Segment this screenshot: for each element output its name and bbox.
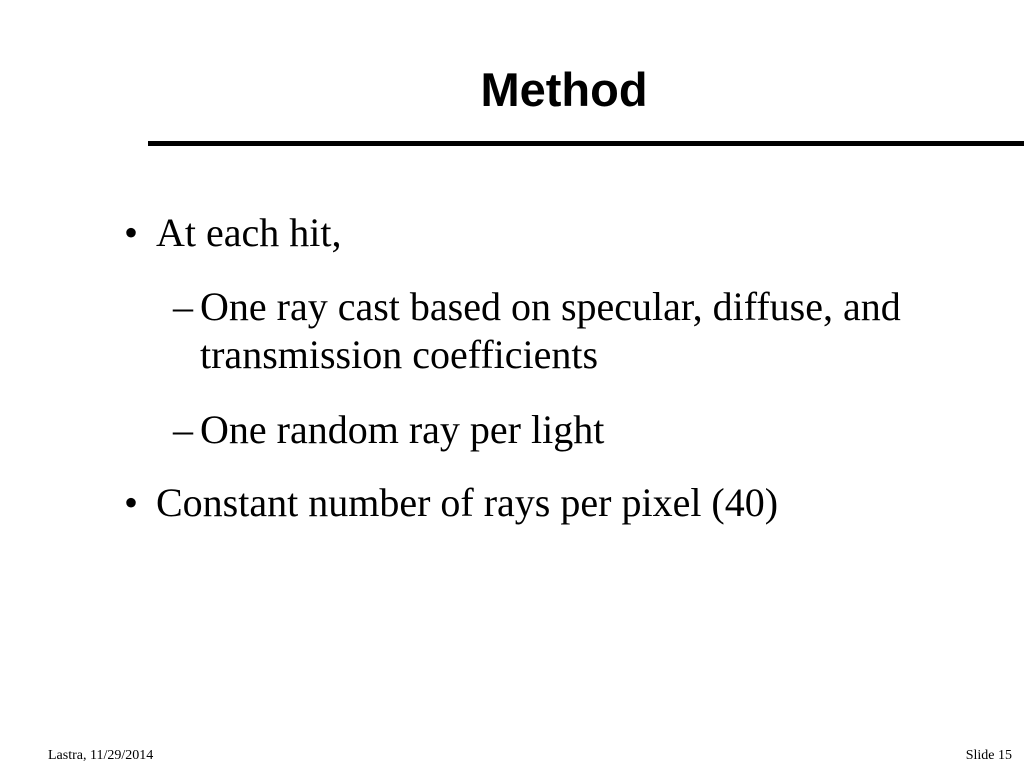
footer-author-date: Lastra, 11/29/2014 <box>48 748 154 763</box>
bullet-marker: • <box>124 480 139 525</box>
bullet-marker: • <box>124 210 139 255</box>
sub-bullet-marker: – <box>173 284 193 329</box>
sub-bullet-marker: – <box>173 407 193 452</box>
footer-slide-number: Slide 15 <box>965 748 1012 763</box>
slide-title: Method <box>480 63 648 116</box>
bullet-text: At each hit, <box>156 210 342 255</box>
sub-bullet-text: One random ray per light <box>200 407 605 452</box>
bullet-text: Constant number of rays per pixel (40) <box>156 480 779 525</box>
sub-bullet-text: One ray cast based on specular, diffuse, and transmission coefficients <box>200 284 901 377</box>
